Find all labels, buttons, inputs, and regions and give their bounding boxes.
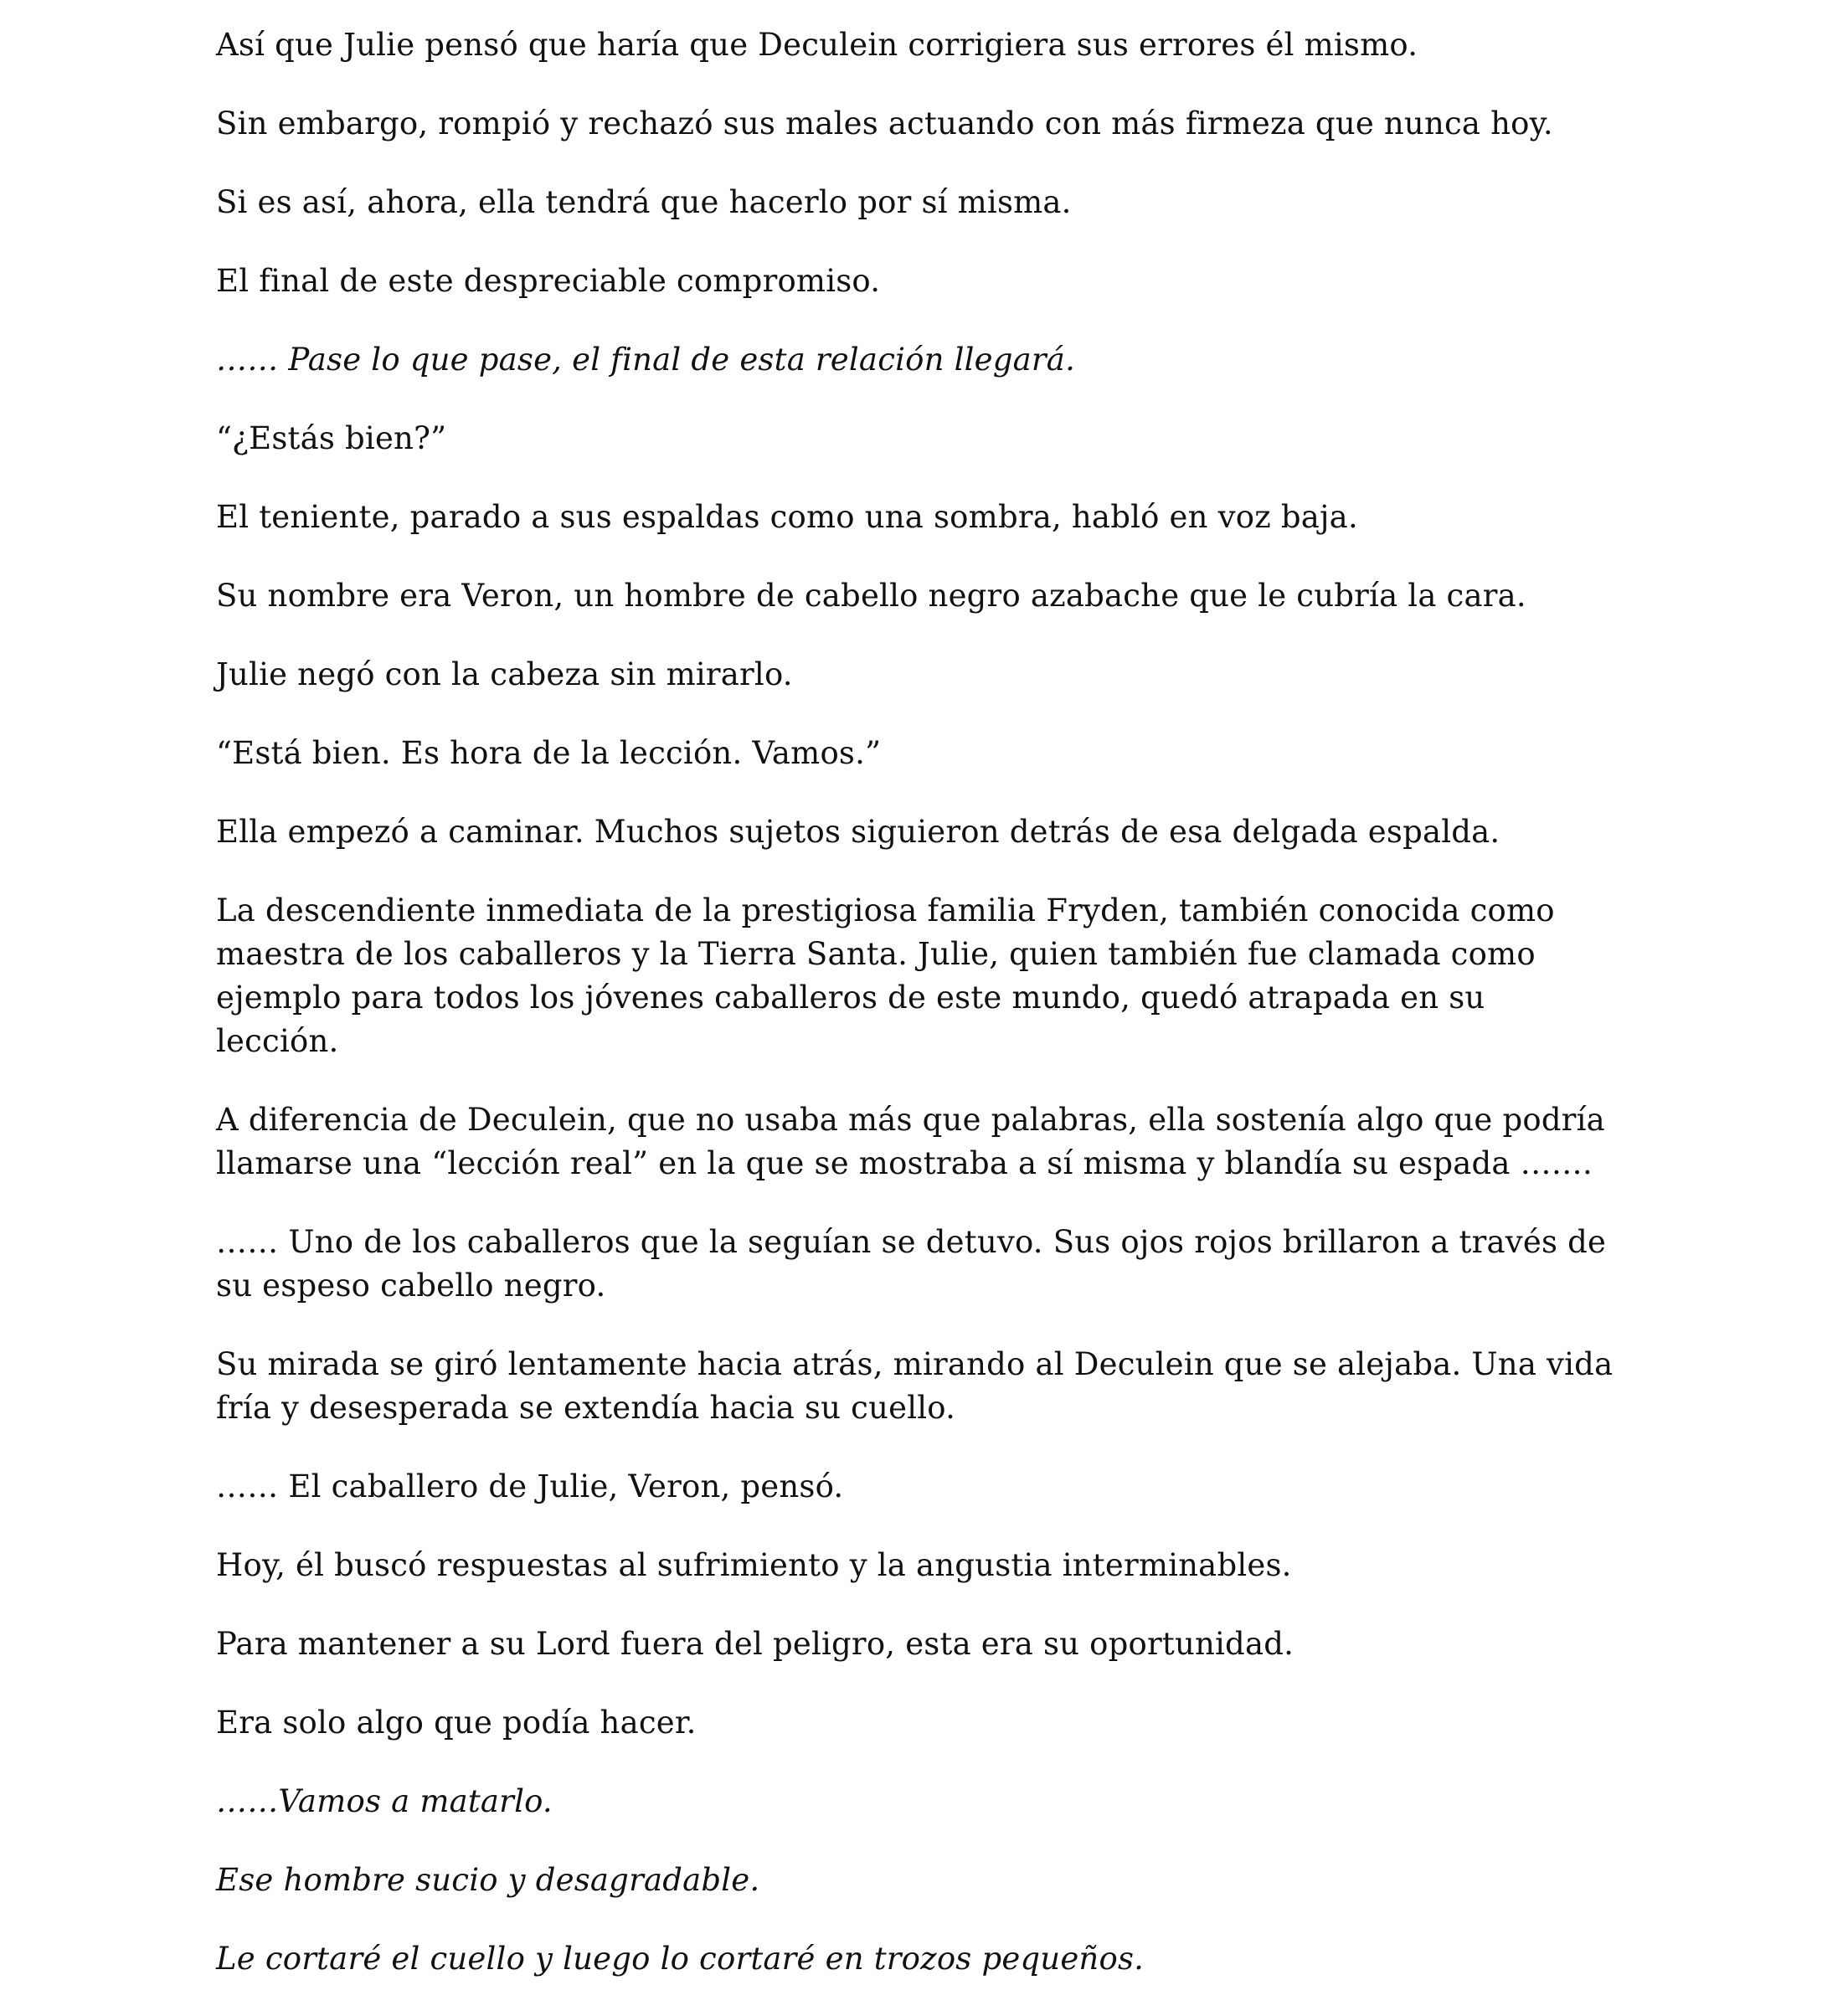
paragraph: …… Uno de los caballeros que la seguían se detuvo. Sus ojos rojos brillaron a través de su espeso cabello negro. xyxy=(216,1224,1607,1304)
paragraph: El final de este despreciable compromiso. xyxy=(216,263,881,299)
paragraph: Su nombre era Veron, un hombre de cabello negro azabache que le cubría la cara. xyxy=(216,578,1526,614)
paragraph: Si es así, ahora, ella tendrá que hacerlo por sí misma. xyxy=(216,184,1072,220)
paragraph-italic: Ese hombre sucio y desagradable. xyxy=(216,1862,760,1898)
paragraph: Julie negó con la cabeza sin mirarlo. xyxy=(216,656,793,692)
paragraph-italic: ……Vamos a matarlo. xyxy=(216,1783,553,1819)
paragraph: “Está bien. Es hora de la lección. Vamos.” xyxy=(216,735,882,771)
paragraph: A diferencia de Deculein, que no usaba más que palabras, ella sostenía algo que podría llamarse una “lección real” en la que se mostraba a sí misma y blandía su espada ……. xyxy=(216,1102,1605,1181)
paragraph: Era solo algo que podía hacer. xyxy=(216,1705,697,1741)
paragraph: El teniente, parado a sus espaldas como una sombra, habló en voz baja. xyxy=(216,499,1358,535)
paragraph: Sin embargo, rompió y rechazó sus males actuando con más firmeza que nunca hoy. xyxy=(216,105,1553,141)
document-page xyxy=(216,23,1614,2016)
paragraph: Para mantener a su Lord fuera del peligro, esta era su oportunidad. xyxy=(216,1626,1294,1662)
paragraph: “¿Estás bien?” xyxy=(216,420,447,456)
paragraph: Su mirada se giró lentamente hacia atrás, mirando al Deculein que se alejaba. Una vida fría y desesperada se extendía hacia su cuello. xyxy=(216,1346,1614,1426)
paragraph: Hoy, él buscó respuestas al sufrimiento y la angustia interminables. xyxy=(216,1547,1292,1583)
paragraph: …… El caballero de Julie, Veron, pensó. xyxy=(216,1468,844,1504)
paragraph: Así que Julie pensó que haría que Deculein corrigiera sus errores él mismo. xyxy=(216,27,1418,63)
paragraph-italic: …… Pase lo que pase, el final de esta relación llegará. xyxy=(216,342,1076,378)
paragraph-italic: Le cortaré el cuello y luego lo cortaré en trozos pequeños. xyxy=(216,1941,1145,1977)
paragraph: Ella empezó a caminar. Muchos sujetos siguieron detrás de esa delgada espalda. xyxy=(216,814,1500,850)
paragraph: La descendiente inmediata de la prestigiosa familia Fryden, también conocida como maestra de los caballeros y la Tierra Santa. Julie, quien también fue clamada como ejemplo para todos los jóvenes caballeros de este mundo, quedó atrapada en su lección. xyxy=(216,892,1555,1059)
